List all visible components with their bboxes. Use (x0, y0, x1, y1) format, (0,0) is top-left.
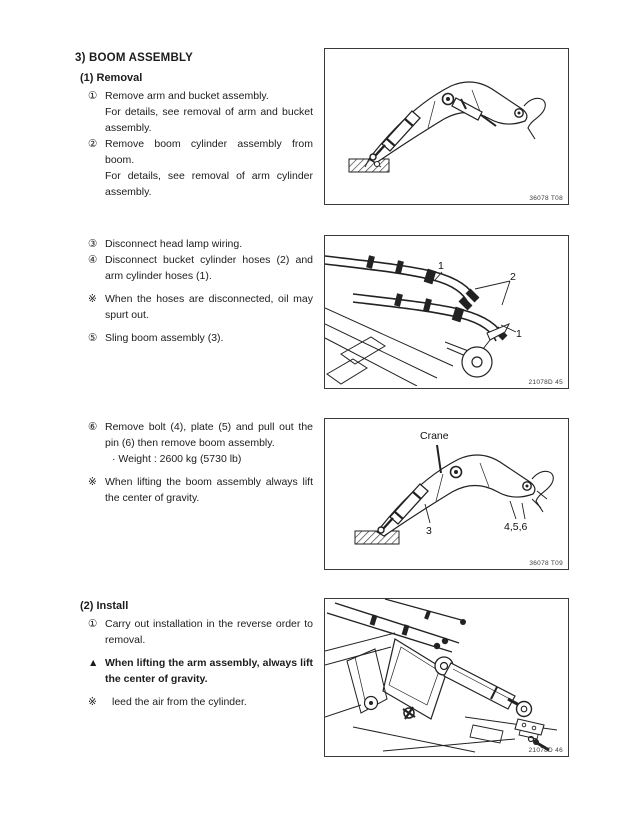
step-disconnect-lamp (75, 236, 313, 252)
note-marker: ※ (88, 293, 97, 305)
note-marker: ※ (88, 476, 97, 488)
hose-label-arm-bottom: 1 (516, 328, 522, 340)
paragraph: When lifting the arm assembly, always lift the center of gravity. (105, 657, 313, 685)
note-oil-spurt (75, 291, 313, 323)
note-body (105, 474, 313, 506)
paragraph: Remove boom cylinder assembly from boom. (105, 138, 313, 166)
figure-ref: 21078D 46 (528, 747, 563, 754)
step-remove-bolt-pin (75, 419, 313, 467)
hose-label-arm-top: 1 (438, 260, 444, 272)
page-title: 3) BOOM ASSEMBLY (75, 52, 194, 64)
warning-triangle-icon: ▲ (88, 657, 99, 669)
step-marker: ③ (88, 238, 98, 250)
weight-note: · Weight : 2600 kg (5730 lb) (112, 453, 242, 465)
paragraph: Carry out installation in the reverse order to removal. (105, 618, 313, 646)
warning-lift-center (75, 655, 313, 687)
step-body (105, 616, 313, 648)
step-marker: ① (88, 618, 98, 630)
removal-section-hoses (75, 236, 313, 346)
step-remove-arm-bucket (75, 88, 313, 136)
step-body (105, 252, 313, 284)
note-body (105, 291, 313, 323)
boom-assembly-drawing (325, 49, 566, 202)
figure-cylinder-hoses (324, 235, 569, 389)
step-install-reverse (75, 616, 313, 648)
crane-label: Crane (420, 430, 449, 442)
step-marker: ④ (88, 254, 98, 266)
paragraph: leed the air from the cylinder. (112, 696, 247, 708)
step-marker: ⑥ (88, 421, 98, 433)
paragraph: Disconnect head lamp wiring. (105, 238, 243, 250)
warning-body (105, 655, 313, 687)
figure-boom-foot-pin (324, 598, 569, 757)
figure-boom-sling-crane (324, 418, 569, 570)
install-section (75, 600, 313, 710)
note-marker: ※ (88, 696, 97, 708)
removal-section-pin (75, 419, 313, 506)
paragraph: Remove bolt (4), plate (5) and pull out the pin (6) then remove boom assembly. (105, 421, 313, 449)
removal-section-top (75, 52, 313, 200)
hose-label-bucket: 2 (510, 271, 516, 283)
step-body (105, 236, 313, 252)
figure-ref: 36078 T08 (529, 195, 563, 202)
hoses-drawing (325, 236, 566, 386)
figure-ref: 36078 T09 (529, 560, 563, 567)
step-body (105, 419, 313, 467)
step-marker: ① (88, 90, 98, 102)
step-disconnect-hoses (75, 252, 313, 284)
paragraph: When the hoses are disconnected, oil may spurt out. (105, 293, 313, 321)
step-marker: ② (88, 138, 98, 150)
step-marker: ⑤ (88, 332, 98, 344)
figure-boom-assembly (324, 48, 569, 205)
pin-parts-label: 4,5,6 (504, 521, 528, 533)
step-body (105, 88, 313, 136)
note-body (105, 694, 313, 710)
paragraph: Sling boom assembly (3). (105, 332, 224, 344)
paragraph: For details, see removal of arm cylinder assembly. (105, 170, 313, 198)
boom-number-label: 3 (426, 525, 432, 537)
step-remove-boom-cylinder (75, 136, 313, 200)
note-bleed-air (75, 694, 313, 710)
boom-foot-drawing (325, 599, 566, 754)
step-body (105, 330, 313, 346)
paragraph: Disconnect bucket cylinder hoses (2) and arm cylinder hoses (1). (105, 254, 313, 282)
step-sling-boom (75, 330, 313, 346)
removal-heading: (1) Removal (80, 72, 143, 84)
paragraph: When lifting the boom assembly always lift the center of gravity. (105, 476, 313, 504)
step-body (105, 136, 313, 200)
paragraph: Remove arm and bucket assembly. (105, 90, 269, 102)
figure-ref: 21078D 45 (528, 379, 563, 386)
note-lift-center (75, 474, 313, 506)
install-heading: (2) Install (80, 600, 129, 612)
paragraph: For details, see removal of arm and bucket assembly. (105, 106, 313, 134)
